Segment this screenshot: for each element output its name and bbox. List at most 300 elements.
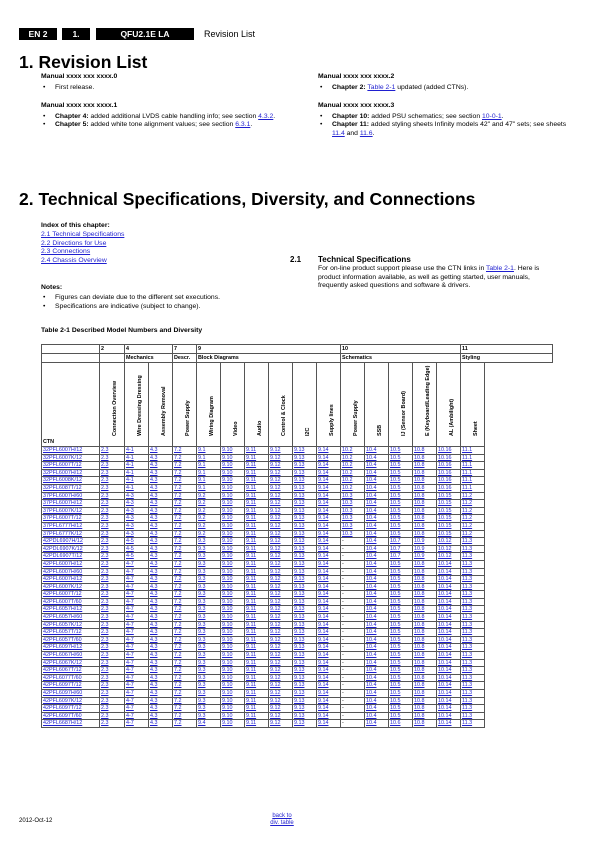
table-cell[interactable]: 4.3 — [149, 492, 173, 500]
table-cell[interactable]: 10.4 — [365, 720, 389, 728]
table-cell[interactable]: 7.2 — [173, 545, 197, 553]
table-cell[interactable]: 10.8 — [413, 705, 437, 713]
table-cell[interactable]: 9.14 — [317, 469, 341, 477]
table-cell[interactable]: 9.3 — [197, 682, 221, 690]
table-cell[interactable]: 4.3 — [149, 598, 173, 606]
table-cell[interactable]: 9.13 — [293, 652, 317, 660]
table-cell[interactable]: 10.8 — [413, 522, 437, 530]
table-cell[interactable]: 10.5 — [389, 583, 413, 591]
table-cell[interactable]: 2.3 — [100, 621, 125, 629]
table-cell[interactable]: 10.8 — [413, 583, 437, 591]
table-cell[interactable]: 7.2 — [173, 690, 197, 698]
table-cell[interactable]: 9.10 — [221, 644, 245, 652]
table-cell[interactable]: 9.14 — [317, 447, 341, 455]
table-cell[interactable]: 10.14 — [437, 667, 461, 675]
table-cell[interactable]: 9.1 — [197, 484, 221, 492]
table-cell[interactable]: 2.3 — [100, 545, 125, 553]
table-cell[interactable]: 9.2 — [197, 522, 221, 530]
table-cell[interactable]: 9.13 — [293, 705, 317, 713]
table-cell[interactable]: 9.12 — [269, 614, 293, 622]
table-cell[interactable]: 11.3 — [461, 705, 485, 713]
table-cell[interactable]: 10.8 — [413, 598, 437, 606]
back-link-line1[interactable]: back to — [272, 813, 292, 819]
table-cell[interactable]: 9.13 — [293, 712, 317, 720]
table-cell[interactable]: 4-7 — [125, 606, 149, 614]
table-cell[interactable]: 10.4 — [365, 576, 389, 584]
table-cell[interactable]: 10.14 — [437, 560, 461, 568]
table-cell[interactable]: 10.4 — [365, 712, 389, 720]
table-cell[interactable]: 4.3 — [149, 667, 173, 675]
table-cell[interactable]: 10.5 — [389, 614, 413, 622]
table-cell[interactable]: 9.12 — [269, 447, 293, 455]
table-cell[interactable]: 4.3 — [149, 515, 173, 523]
table-cell[interactable]: 10.4 — [365, 538, 389, 546]
table-cell[interactable]: 9.13 — [293, 614, 317, 622]
table-cell[interactable]: 10.8 — [413, 697, 437, 705]
table-cell[interactable]: 10.16 — [437, 454, 461, 462]
table-cell[interactable]: 9.13 — [293, 629, 317, 637]
table-cell[interactable]: 9.12 — [269, 484, 293, 492]
table-cell[interactable]: 9.11 — [245, 712, 269, 720]
table-cell[interactable]: 2.3 — [100, 507, 125, 515]
table-cell[interactable]: 9.10 — [221, 659, 245, 667]
table-cell[interactable]: 11.3 — [461, 652, 485, 660]
table-cell[interactable]: 4-1 — [125, 469, 149, 477]
table-cell[interactable]: 9.10 — [221, 697, 245, 705]
table-cell[interactable]: 7.2 — [173, 606, 197, 614]
table-cell[interactable]: 7.2 — [173, 629, 197, 637]
table-cell[interactable]: 9.12 — [269, 629, 293, 637]
table-cell[interactable]: 9.12 — [269, 522, 293, 530]
table-cell[interactable]: 9.12 — [269, 507, 293, 515]
ctn-cell[interactable]: 37PFL6007H/60 — [42, 492, 100, 500]
table-cell[interactable]: 9.11 — [245, 560, 269, 568]
table-cell[interactable]: 9.3 — [197, 667, 221, 675]
table-cell[interactable]: 9.2 — [197, 500, 221, 508]
ctn-cell[interactable]: 42PFL6057H/60 — [42, 614, 100, 622]
table-cell[interactable]: 9.12 — [269, 576, 293, 584]
table-cell[interactable]: 10.4 — [365, 682, 389, 690]
table-cell[interactable]: 10.14 — [437, 614, 461, 622]
table-cell[interactable]: 9.12 — [269, 667, 293, 675]
table-cell[interactable]: 11.1 — [461, 484, 485, 492]
table-cell[interactable]: 2.3 — [100, 454, 125, 462]
table-cell[interactable]: 9.13 — [293, 667, 317, 675]
table-cell[interactable]: 10.8 — [413, 530, 437, 538]
table-cell[interactable]: 9.12 — [269, 598, 293, 606]
table-cell[interactable]: 7.2 — [173, 659, 197, 667]
table-cell[interactable]: 9.10 — [221, 606, 245, 614]
table-cell[interactable]: 4-7 — [125, 576, 149, 584]
table-cell[interactable]: 4.3 — [149, 636, 173, 644]
table-cell[interactable]: 4-7 — [125, 720, 149, 728]
table-cell[interactable]: 9.12 — [269, 500, 293, 508]
table-cell[interactable]: 10.5 — [389, 674, 413, 682]
table-cell[interactable]: 10.5 — [389, 591, 413, 599]
table-cell[interactable]: 4-7 — [125, 644, 149, 652]
ctn-cell[interactable]: 42PFL6007H/60 — [42, 568, 100, 576]
ctn-cell[interactable]: 42PFL6007K/12 — [42, 583, 100, 591]
table-cell[interactable]: 10.4 — [365, 629, 389, 637]
table-cell[interactable]: 9.12 — [269, 682, 293, 690]
table-cell[interactable]: 10.4 — [365, 644, 389, 652]
table-cell[interactable]: 10.15 — [437, 507, 461, 515]
table-cell[interactable]: 11.3 — [461, 606, 485, 614]
table-cell[interactable]: 10.8 — [413, 454, 437, 462]
table-cell[interactable]: 9.1 — [197, 477, 221, 485]
table-cell[interactable]: 9.13 — [293, 560, 317, 568]
table-cell[interactable]: 9.14 — [317, 659, 341, 667]
table-cell[interactable]: 11.3 — [461, 629, 485, 637]
table-cell[interactable]: 4-7 — [125, 652, 149, 660]
table-cell[interactable]: 9.10 — [221, 614, 245, 622]
table-cell[interactable]: 10.4 — [365, 454, 389, 462]
table-cell[interactable]: 7.2 — [173, 674, 197, 682]
table-cell[interactable]: 7.2 — [173, 644, 197, 652]
table-cell[interactable]: 10.5 — [389, 621, 413, 629]
table-cell[interactable]: 10.12 — [437, 553, 461, 561]
table-cell[interactable]: 9.11 — [245, 522, 269, 530]
table-cell[interactable]: 10.14 — [437, 652, 461, 660]
table-cell[interactable]: 4-3 — [125, 515, 149, 523]
table-cell[interactable]: 2.3 — [100, 560, 125, 568]
table-cell[interactable]: 9.13 — [293, 682, 317, 690]
ctn-cell[interactable]: 42PFL6077T/60 — [42, 674, 100, 682]
table-cell[interactable]: 9.11 — [245, 469, 269, 477]
table-cell[interactable]: 2.3 — [100, 644, 125, 652]
table-cell[interactable]: 9.13 — [293, 484, 317, 492]
table-cell[interactable]: 11.3 — [461, 720, 485, 728]
table-cell[interactable]: 4.3 — [149, 522, 173, 530]
table-cell[interactable]: 9.13 — [293, 568, 317, 576]
table-cell[interactable]: 10.14 — [437, 697, 461, 705]
table-cell[interactable]: 10.5 — [389, 560, 413, 568]
table-cell[interactable]: 4.3 — [149, 500, 173, 508]
table-cell[interactable]: 7.2 — [173, 705, 197, 713]
table-cell[interactable]: 4-1 — [125, 447, 149, 455]
table-cell[interactable]: 9.10 — [221, 621, 245, 629]
table-cell[interactable]: 4.3 — [149, 447, 173, 455]
ctn-cell[interactable]: 42PFL6067K/12 — [42, 659, 100, 667]
table-cell[interactable]: 9.13 — [293, 697, 317, 705]
table-cell[interactable]: 7.2 — [173, 576, 197, 584]
table-cell[interactable]: 9.14 — [317, 674, 341, 682]
table-cell[interactable]: 10.4 — [365, 469, 389, 477]
table-cell[interactable]: 9.11 — [245, 492, 269, 500]
table-cell[interactable]: 9.13 — [293, 583, 317, 591]
table-cell[interactable]: 10.3 — [341, 530, 365, 538]
table-cell[interactable]: 10.8 — [413, 636, 437, 644]
table-cell[interactable]: 9.12 — [269, 644, 293, 652]
table-cell[interactable]: 10.5 — [389, 697, 413, 705]
table-cell[interactable]: 10.3 — [341, 492, 365, 500]
table-cell[interactable]: 4-7 — [125, 591, 149, 599]
table-cell[interactable]: 9.1 — [197, 447, 221, 455]
table-cell[interactable]: 9.14 — [317, 538, 341, 546]
table-cell[interactable]: 10.8 — [413, 621, 437, 629]
table-cell[interactable]: 9.14 — [317, 583, 341, 591]
table-cell[interactable]: 4-7 — [125, 598, 149, 606]
table-cell[interactable]: 4-1 — [125, 484, 149, 492]
table-cell[interactable]: 9.12 — [269, 583, 293, 591]
table-cell[interactable]: 4.3 — [149, 507, 173, 515]
table-cell[interactable]: 9.3 — [197, 545, 221, 553]
table-cell[interactable]: 2.3 — [100, 606, 125, 614]
table-cell[interactable]: 9.11 — [245, 576, 269, 584]
table-cell[interactable]: 10.5 — [389, 682, 413, 690]
table-cell[interactable]: 9.14 — [317, 560, 341, 568]
table-cell[interactable]: 9.13 — [293, 454, 317, 462]
table-cell[interactable]: 7.2 — [173, 720, 197, 728]
ctn-cell[interactable]: 32PFL6007H/12 — [42, 469, 100, 477]
ctn-cell[interactable]: 32PFL6008K/12 — [42, 477, 100, 485]
table-cell[interactable]: 9.14 — [317, 454, 341, 462]
table-cell[interactable]: 9.10 — [221, 515, 245, 523]
table-cell[interactable]: 9.14 — [317, 545, 341, 553]
table-cell[interactable]: 4.3 — [149, 652, 173, 660]
table-cell[interactable]: 10.4 — [365, 545, 389, 553]
table-cell[interactable]: 10.8 — [413, 712, 437, 720]
table-cell[interactable]: 9.11 — [245, 591, 269, 599]
table-cell[interactable]: 10.3 — [341, 507, 365, 515]
table-cell[interactable]: 9.3 — [197, 712, 221, 720]
table-cell[interactable]: 9.11 — [245, 484, 269, 492]
ctn-cell[interactable]: 42PFL6687H/12 — [42, 720, 100, 728]
table-cell[interactable]: 9.12 — [269, 477, 293, 485]
table-cell[interactable]: 9.12 — [269, 553, 293, 561]
table-cell[interactable]: 9.10 — [221, 507, 245, 515]
table-cell[interactable]: 11.3 — [461, 667, 485, 675]
table-cell[interactable]: 2.3 — [100, 712, 125, 720]
table-cell[interactable]: 11.1 — [461, 454, 485, 462]
table-cell[interactable]: 10.8 — [413, 591, 437, 599]
table-cell[interactable]: 2.3 — [100, 659, 125, 667]
table-cell[interactable]: 9.13 — [293, 477, 317, 485]
table-cell[interactable]: 10.4 — [365, 507, 389, 515]
ctn-cell[interactable]: 42PFL6067H/60 — [42, 652, 100, 660]
table-cell[interactable]: 11.3 — [461, 621, 485, 629]
table-cell[interactable]: 4.3 — [149, 553, 173, 561]
table-cell[interactable]: 4.3 — [149, 560, 173, 568]
table-cell[interactable]: 9.11 — [245, 598, 269, 606]
table-cell[interactable]: 10.5 — [389, 447, 413, 455]
table-2-1-link[interactable]: Table 2-1 — [486, 265, 514, 272]
table-cell[interactable]: 10.4 — [365, 690, 389, 698]
table-cell[interactable]: 4-7 — [125, 682, 149, 690]
table-cell[interactable]: 10.5 — [389, 629, 413, 637]
table-cell[interactable]: 9.11 — [245, 636, 269, 644]
back-link-line2[interactable]: div. table — [270, 820, 294, 826]
table-cell[interactable]: 9.11 — [245, 530, 269, 538]
table-cell[interactable]: 7.2 — [173, 462, 197, 470]
table-cell[interactable]: 10.9 — [413, 545, 437, 553]
table-cell[interactable]: 10.5 — [389, 469, 413, 477]
table-cell[interactable]: 10.8 — [413, 515, 437, 523]
table-cell[interactable]: 9.11 — [245, 659, 269, 667]
table-cell[interactable]: 9.3 — [197, 591, 221, 599]
table-cell[interactable]: 10.8 — [413, 568, 437, 576]
table-cell[interactable]: 9.10 — [221, 667, 245, 675]
table-cell[interactable]: 10.14 — [437, 621, 461, 629]
table-cell[interactable]: 10.4 — [365, 621, 389, 629]
ctn-cell[interactable]: 42PFL6007T/12 — [42, 591, 100, 599]
table-cell[interactable]: 10.8 — [413, 690, 437, 698]
table-cell[interactable]: 10.2 — [341, 462, 365, 470]
table-cell[interactable]: 10.14 — [437, 606, 461, 614]
table-cell[interactable]: 4-7 — [125, 629, 149, 637]
table-cell[interactable]: 7.2 — [173, 484, 197, 492]
table-cell[interactable]: 9.10 — [221, 583, 245, 591]
table-cell[interactable]: 7.2 — [173, 560, 197, 568]
table-cell[interactable]: 7.2 — [173, 636, 197, 644]
table-cell[interactable]: 7.2 — [173, 652, 197, 660]
table-cell[interactable]: 4-7 — [125, 621, 149, 629]
table-cell[interactable]: 11.2 — [461, 507, 485, 515]
table-cell[interactable]: 9.11 — [245, 447, 269, 455]
table-cell[interactable]: 10.7 — [389, 545, 413, 553]
table-cell[interactable]: 11.3 — [461, 598, 485, 606]
table-cell[interactable]: 9.13 — [293, 636, 317, 644]
table-cell[interactable]: 11.3 — [461, 538, 485, 546]
ctn-cell[interactable]: 37PFL6007T/12 — [42, 515, 100, 523]
table-cell[interactable]: 10.5 — [389, 484, 413, 492]
table-cell[interactable]: 9.10 — [221, 553, 245, 561]
ctn-cell[interactable]: 42PFL6057H/12 — [42, 606, 100, 614]
table-cell[interactable]: 7.2 — [173, 682, 197, 690]
table-cell[interactable]: 9.1 — [197, 469, 221, 477]
table-cell[interactable]: 2.3 — [100, 462, 125, 470]
table-cell[interactable]: 9.3 — [197, 629, 221, 637]
table-cell[interactable]: 10.2 — [341, 477, 365, 485]
table-cell[interactable]: 2.3 — [100, 484, 125, 492]
table-cell[interactable]: 9.14 — [317, 705, 341, 713]
table-cell[interactable]: 10.16 — [437, 469, 461, 477]
table-cell[interactable]: 10.14 — [437, 712, 461, 720]
ctn-cell[interactable]: 32PFL6007H/12 — [42, 447, 100, 455]
table-cell[interactable]: 9.10 — [221, 705, 245, 713]
table-cell[interactable]: 7.2 — [173, 538, 197, 546]
table-cell[interactable]: 7.2 — [173, 712, 197, 720]
table-cell[interactable]: 7.2 — [173, 477, 197, 485]
table-cell[interactable]: 9.10 — [221, 477, 245, 485]
table-cell[interactable]: 10.5 — [389, 690, 413, 698]
table-cell[interactable]: 7.2 — [173, 447, 197, 455]
ctn-cell[interactable]: 42PFL6097T/12 — [42, 705, 100, 713]
table-cell[interactable]: 4-7 — [125, 568, 149, 576]
table-cell[interactable]: 9.13 — [293, 598, 317, 606]
table-cell[interactable]: 10.14 — [437, 659, 461, 667]
table-cell[interactable]: 9.14 — [317, 621, 341, 629]
table-cell[interactable]: 10.4 — [365, 667, 389, 675]
table-cell[interactable]: 10.14 — [437, 644, 461, 652]
table-cell[interactable]: 9.10 — [221, 682, 245, 690]
table-cell[interactable]: 4-1 — [125, 454, 149, 462]
table-cell[interactable]: 10.4 — [365, 606, 389, 614]
table-cell[interactable]: 9.10 — [221, 690, 245, 698]
table-cell[interactable]: 9.3 — [197, 568, 221, 576]
table-cell[interactable]: 10.5 — [389, 667, 413, 675]
table-cell[interactable]: 9.11 — [245, 705, 269, 713]
table-cell[interactable]: 4-3 — [125, 522, 149, 530]
ctn-cell[interactable]: 32PFL6087T/12 — [42, 484, 100, 492]
table-cell[interactable]: 9.12 — [269, 530, 293, 538]
table-cell[interactable]: 2.3 — [100, 598, 125, 606]
table-cell[interactable]: 11.3 — [461, 674, 485, 682]
table-cell[interactable]: 10.8 — [413, 629, 437, 637]
table-cell[interactable]: 9.11 — [245, 606, 269, 614]
table-cell[interactable]: 9.14 — [317, 606, 341, 614]
table-cell[interactable]: 9.3 — [197, 697, 221, 705]
table-cell[interactable]: 10.4 — [365, 659, 389, 667]
table-cell[interactable]: 9.13 — [293, 522, 317, 530]
revision-item-link[interactable]: 11.6 — [359, 129, 373, 137]
table-cell[interactable]: 10.8 — [413, 659, 437, 667]
table-cell[interactable]: 10.6 — [389, 720, 413, 728]
table-cell[interactable]: 2.3 — [100, 667, 125, 675]
table-cell[interactable]: 10.8 — [413, 507, 437, 515]
table-cell[interactable]: 10.8 — [413, 500, 437, 508]
table-cell[interactable]: 2.3 — [100, 530, 125, 538]
table-cell[interactable]: 10.8 — [413, 652, 437, 660]
table-cell[interactable]: 2.3 — [100, 720, 125, 728]
table-cell[interactable]: 9.13 — [293, 447, 317, 455]
table-cell[interactable]: 9.12 — [269, 560, 293, 568]
ctn-cell[interactable]: 42PFL6097K/12 — [42, 697, 100, 705]
table-cell[interactable]: 2.3 — [100, 469, 125, 477]
revision-item-link[interactable]: Table 2-1 — [367, 83, 396, 91]
ctn-cell[interactable]: 42PDL6907T/12 — [42, 553, 100, 561]
table-cell[interactable]: 9.11 — [245, 545, 269, 553]
table-cell[interactable]: 10.5 — [389, 659, 413, 667]
table-cell[interactable]: 11.3 — [461, 644, 485, 652]
table-cell[interactable]: 9.3 — [197, 606, 221, 614]
table-cell[interactable]: 9.10 — [221, 447, 245, 455]
index-link[interactable]: 2.2 Directions for Use — [41, 239, 107, 247]
table-cell[interactable]: 9.11 — [245, 614, 269, 622]
table-cell[interactable]: 10.14 — [437, 568, 461, 576]
table-cell[interactable]: 2.3 — [100, 614, 125, 622]
table-cell[interactable]: 9.14 — [317, 484, 341, 492]
table-cell[interactable]: 9.14 — [317, 712, 341, 720]
table-cell[interactable]: 10.9 — [413, 553, 437, 561]
table-cell[interactable]: 9.1 — [197, 462, 221, 470]
table-cell[interactable]: 10.4 — [365, 530, 389, 538]
table-cell[interactable]: 9.11 — [245, 629, 269, 637]
table-cell[interactable]: 2.3 — [100, 705, 125, 713]
table-cell[interactable]: 9.13 — [293, 462, 317, 470]
table-cell[interactable]: 4.3 — [149, 720, 173, 728]
table-cell[interactable]: 9.14 — [317, 636, 341, 644]
table-cell[interactable]: 9.10 — [221, 454, 245, 462]
table-cell[interactable]: 10.4 — [365, 705, 389, 713]
table-cell[interactable]: 4-7 — [125, 712, 149, 720]
table-cell[interactable]: 10.15 — [437, 500, 461, 508]
table-cell[interactable]: 9.10 — [221, 720, 245, 728]
table-cell[interactable]: 9.13 — [293, 507, 317, 515]
ctn-cell[interactable]: 42PFL6057T/60 — [42, 636, 100, 644]
table-cell[interactable]: 9.13 — [293, 621, 317, 629]
table-cell[interactable]: 10.15 — [437, 492, 461, 500]
table-cell[interactable]: 10.4 — [365, 568, 389, 576]
table-cell[interactable]: 10.5 — [389, 705, 413, 713]
table-cell[interactable]: 4.3 — [149, 583, 173, 591]
table-cell[interactable]: 7.2 — [173, 598, 197, 606]
table-cell[interactable]: 10.8 — [413, 469, 437, 477]
table-cell[interactable]: 9.12 — [269, 705, 293, 713]
table-cell[interactable]: 9.11 — [245, 720, 269, 728]
table-cell[interactable]: 2.3 — [100, 538, 125, 546]
table-cell[interactable]: 9.10 — [221, 568, 245, 576]
